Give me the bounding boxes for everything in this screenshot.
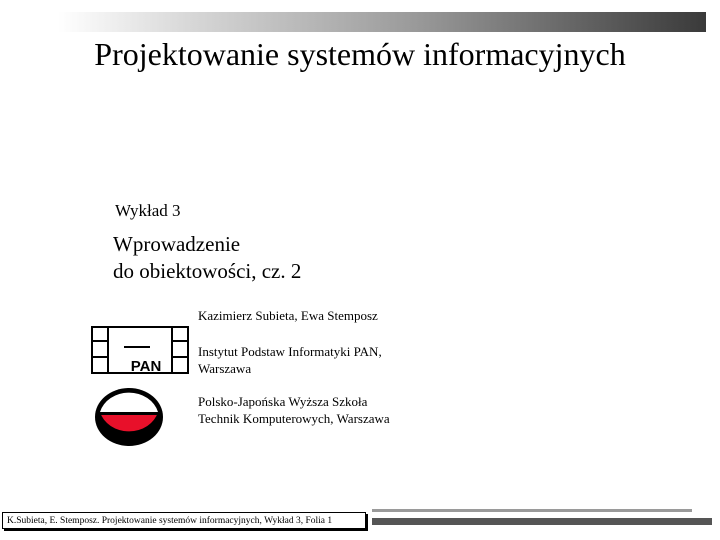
- pan-logo: [90, 325, 190, 375]
- slide-subtitle: [113, 231, 301, 285]
- footer-decor-line-light: [372, 509, 692, 512]
- institution-2-line-1: Polsko-Japońska Wyższa Szkoła: [198, 394, 368, 409]
- pjwstk-logo: [92, 386, 166, 448]
- subtitle-line-2: do obiektowości, cz. 2: [113, 259, 302, 283]
- institution-1-line-1: Instytut Podstaw Informatyki PAN,: [198, 344, 382, 359]
- subtitle-line-1: Wprowadzenie: [113, 232, 241, 256]
- institution-2: [198, 393, 390, 427]
- institution-2-line-2: Technik Komputerowych, Warszawa: [198, 411, 390, 426]
- footer-caption: K.Subieta, E. Stemposz. Projektowanie systemów informacyjnych, Wykład 3, Folia 1: [2, 512, 366, 529]
- slide-title: Projektowanie systemów informacyjnych: [94, 36, 626, 72]
- lecture-number: Wykład 3: [115, 201, 181, 220]
- institution-1-line-2: Warszawa: [198, 361, 252, 376]
- authors: Kazimierz Subieta, Ewa Stemposz: [198, 308, 378, 323]
- pan-logo-text: PAN: [130, 358, 162, 375]
- footer-decor-line-dark: [372, 518, 712, 525]
- institution-1: [198, 343, 382, 377]
- header-gradient-band: [58, 12, 706, 32]
